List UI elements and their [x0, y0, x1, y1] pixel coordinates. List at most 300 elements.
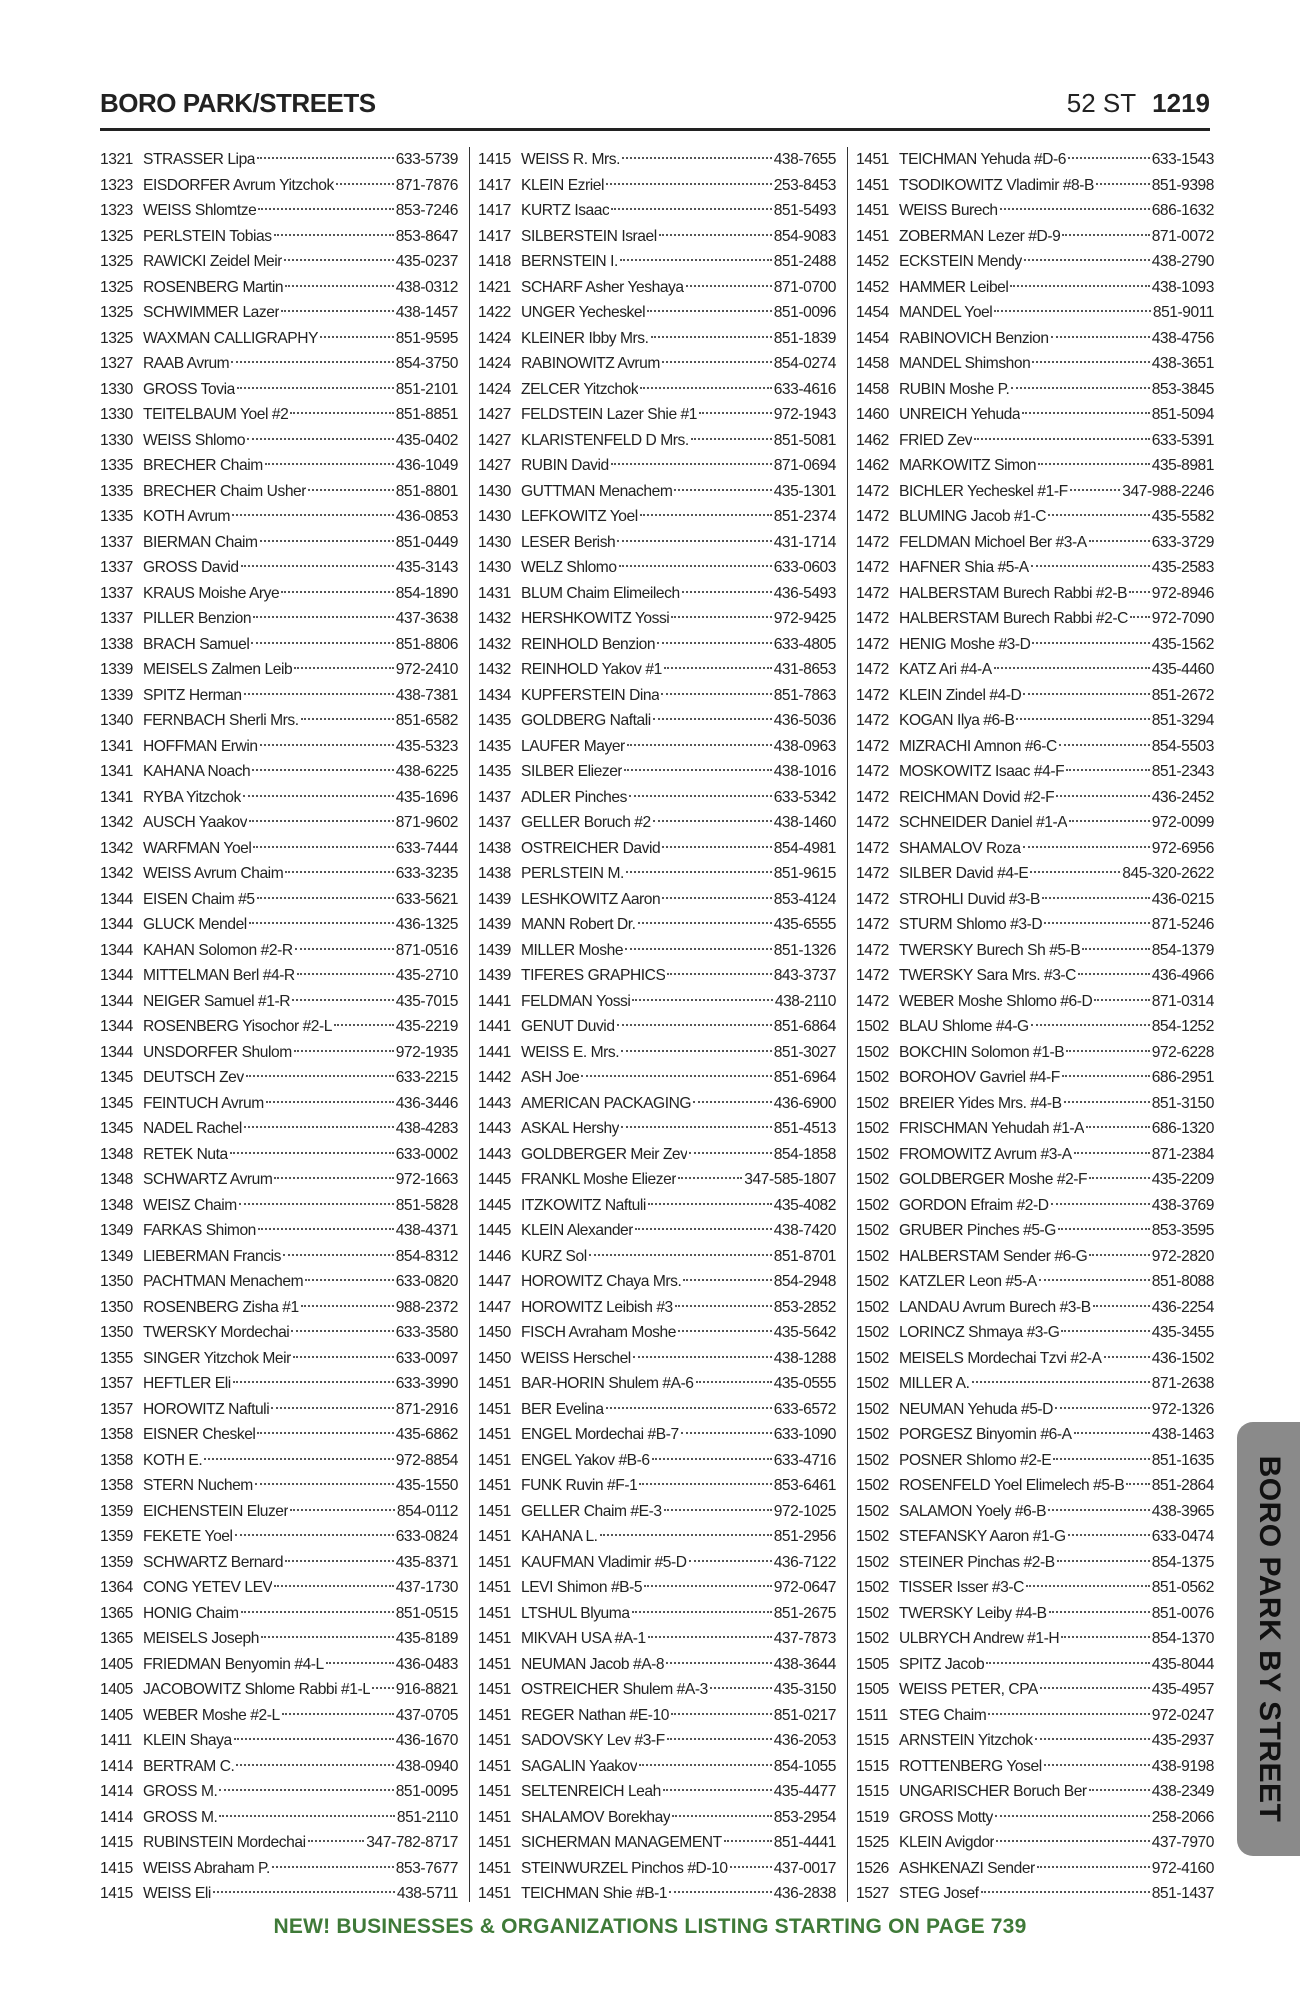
house-number: 1325 — [100, 329, 133, 347]
leader-dots — [996, 1840, 1149, 1842]
resident-name: GROSS Tovia — [143, 380, 235, 398]
leader-dots — [219, 1815, 394, 1817]
phone-number: 438-7381 — [395, 686, 458, 704]
resident-name: GENUT Duvid — [521, 1018, 615, 1035]
house-number: 1451 — [478, 1783, 511, 1800]
listing-row — [856, 1065, 1214, 1091]
phone-number: 438-9198 — [1151, 1757, 1214, 1775]
resident-name: HOROWITZ Leibish #3 — [521, 1298, 673, 1316]
house-number: 1434 — [478, 686, 511, 704]
phone-number: 435-8044 — [1151, 1655, 1214, 1673]
phone-number: 851-6864 — [773, 1018, 836, 1035]
resident-name: WEISS Abraham P. — [143, 1859, 270, 1877]
house-number: 1348 — [100, 1171, 133, 1188]
phone-number: 972-8946 — [1151, 584, 1214, 602]
resident-name: RAWICKI Zeidel Meir — [143, 253, 283, 270]
leader-dots — [1066, 1050, 1149, 1052]
leader-dots — [308, 489, 394, 491]
house-number: 1357 — [100, 1375, 133, 1392]
house-number: 1472 — [856, 788, 889, 806]
phone-number: 438-4371 — [395, 1222, 458, 1239]
listing-row — [856, 1652, 1214, 1678]
resident-name: WELZ Shlomo — [521, 559, 617, 576]
resident-name: JACOBOWITZ Shlome Rabbi #1-L — [143, 1681, 371, 1698]
leader-dots — [627, 744, 772, 746]
leader-dots — [292, 999, 394, 1001]
resident-name: AMERICAN PACKAGING — [521, 1094, 692, 1112]
leader-dots — [271, 1407, 393, 1409]
house-number: 1442 — [478, 1069, 511, 1086]
phone-number: 438-4283 — [395, 1120, 458, 1137]
listing-row — [478, 1805, 836, 1831]
phone-number: 438-7420 — [773, 1222, 836, 1239]
house-number: 1340 — [100, 712, 133, 729]
resident-name: KLEINER Ibby Mrs. — [521, 329, 649, 347]
leader-dots — [1023, 693, 1149, 695]
resident-name: BER Evelina — [521, 1400, 604, 1418]
house-number: 1438 — [478, 839, 511, 857]
resident-name: HALBERSTAM Sender #6-G — [899, 1247, 1088, 1265]
leader-dots — [674, 489, 771, 491]
resident-name: LTSHUL Blyuma — [521, 1604, 630, 1622]
phone-number: 436-7122 — [773, 1553, 836, 1571]
phone-number: 633-3580 — [395, 1324, 458, 1341]
resident-name: HALBERSTAM Burech Rabbi #2-B — [899, 584, 1128, 602]
phone-number: 972-1025 — [773, 1502, 836, 1520]
listing-row — [478, 1499, 836, 1525]
leader-dots — [640, 387, 772, 389]
listing-row — [100, 1346, 458, 1372]
phone-number: 851-0096 — [773, 304, 836, 321]
phone-number: 436-0483 — [395, 1655, 458, 1673]
listing-row — [856, 173, 1214, 199]
leader-dots — [1058, 1228, 1150, 1230]
phone-number: 258-2066 — [1151, 1808, 1214, 1826]
leader-dots — [1057, 1560, 1150, 1562]
leader-dots — [675, 1305, 772, 1307]
house-number: 1502 — [856, 1528, 889, 1545]
leader-dots — [241, 1611, 394, 1613]
resident-name: KAHANA Noach — [143, 763, 251, 780]
resident-name: HAFNER Shia #5-A — [899, 559, 1029, 576]
resident-name: GLUCK Mendel — [143, 916, 247, 933]
house-number: 1515 — [856, 1783, 889, 1800]
resident-name: REICHMAN Dovid #2-F — [899, 788, 1055, 806]
leader-dots — [617, 540, 771, 542]
phone-number: 436-4966 — [1151, 967, 1214, 984]
listing-row — [856, 1805, 1214, 1831]
listing-row — [100, 657, 458, 683]
resident-name: BLUMING Jacob #1-C — [899, 508, 1047, 525]
phone-number: 851-9615 — [773, 865, 836, 882]
house-number: 1451 — [856, 151, 889, 168]
house-number: 1345 — [100, 1120, 133, 1137]
listing-row — [478, 249, 836, 275]
listing-row — [856, 326, 1214, 352]
phone-number: 437-0705 — [395, 1706, 458, 1724]
phone-number: 633-0824 — [395, 1528, 458, 1545]
leader-dots — [372, 1687, 393, 1689]
resident-name: GROSS David — [143, 559, 239, 576]
leader-dots — [972, 1381, 1150, 1383]
listing-row — [100, 1499, 458, 1525]
resident-name: GOLDBERGER Meir Zev — [521, 1145, 688, 1163]
resident-name: FARKAS Shimon — [143, 1222, 256, 1239]
phone-number: 972-1935 — [395, 1043, 458, 1061]
leader-dots — [624, 769, 772, 771]
leader-dots — [305, 1279, 394, 1281]
leader-dots — [620, 259, 772, 261]
leader-dots — [682, 591, 772, 593]
house-number: 1451 — [856, 227, 889, 245]
house-number: 1519 — [856, 1808, 889, 1826]
leader-dots — [281, 310, 393, 312]
phone-number: 435-4957 — [1151, 1681, 1214, 1698]
leader-dots — [260, 540, 394, 542]
leader-dots — [1068, 1534, 1150, 1536]
resident-name: ASH Joe — [521, 1069, 580, 1086]
phone-number: 854-1055 — [773, 1757, 836, 1775]
leader-dots — [1096, 183, 1150, 185]
resident-name: BAR-HORIN Shulem #A-6 — [521, 1375, 694, 1392]
house-number: 1325 — [100, 253, 133, 270]
resident-name: WEISS PETER, CPA — [899, 1681, 1038, 1698]
phone-number: 438-2790 — [1151, 253, 1214, 270]
house-number: 1451 — [856, 202, 889, 219]
house-number: 1472 — [856, 559, 889, 576]
phone-number: 854-1375 — [1151, 1553, 1214, 1571]
leader-dots — [1086, 1126, 1150, 1128]
resident-name: MEISELS Joseph — [143, 1630, 259, 1647]
phone-number: 633-5739 — [395, 151, 458, 168]
phone-number: 633-1543 — [1151, 151, 1214, 168]
house-number: 1355 — [100, 1349, 133, 1367]
leader-dots — [653, 718, 772, 720]
leader-dots — [1032, 642, 1149, 644]
resident-name: MILLER Moshe — [521, 941, 624, 959]
house-number: 1323 — [100, 176, 133, 194]
house-number: 1502 — [856, 1018, 889, 1035]
phone-number: 851-1326 — [773, 941, 836, 959]
phone-number: 437-0017 — [773, 1859, 836, 1877]
phone-number: 435-4460 — [1151, 661, 1214, 678]
side-tab-label: BORO PARK BY STREET — [1252, 1455, 1286, 1823]
resident-name: RUBIN Moshe P. — [899, 380, 1010, 398]
phone-number: 435-5642 — [773, 1324, 836, 1341]
resident-name: TWERSKY Leiby #4-B — [899, 1604, 1047, 1622]
phone-number: 988-2372 — [395, 1298, 458, 1316]
house-number: 1358 — [100, 1451, 133, 1469]
leader-dots — [257, 1432, 393, 1434]
leader-dots — [233, 1381, 394, 1383]
leader-dots — [1051, 1203, 1150, 1205]
house-number: 1451 — [478, 1375, 511, 1392]
leader-dots — [294, 667, 393, 669]
listing-row — [100, 1065, 458, 1091]
phone-number: 972-6956 — [1151, 839, 1214, 857]
listing-row — [856, 989, 1214, 1015]
phone-number: 436-2053 — [773, 1732, 836, 1749]
listing-row — [856, 1473, 1214, 1499]
phone-number: 851-6582 — [395, 712, 458, 729]
resident-name: KATZLER Leon #5-A — [899, 1273, 1037, 1290]
phone-number: 851-8801 — [395, 482, 458, 500]
listing-row — [856, 1448, 1214, 1474]
listing-row — [100, 683, 458, 709]
house-number: 1350 — [100, 1324, 133, 1341]
resident-name: BRECHER Chaim — [143, 457, 263, 474]
resident-name: BRECHER Chaim Usher — [143, 482, 307, 500]
leader-dots — [1126, 1483, 1149, 1485]
phone-number: 435-2209 — [1151, 1171, 1214, 1188]
resident-name: MIZRACHI Amnon #6-C — [899, 737, 1057, 755]
listing-row — [100, 708, 458, 734]
leader-dots — [652, 1458, 772, 1460]
house-number: 1451 — [478, 1681, 511, 1698]
house-number: 1344 — [100, 890, 133, 908]
house-number: 1417 — [478, 202, 511, 219]
listing-row — [856, 1116, 1214, 1142]
leader-dots — [681, 1432, 772, 1434]
listing-row — [856, 1142, 1214, 1168]
listing-row — [856, 1397, 1214, 1423]
phone-number: 916-8821 — [395, 1681, 458, 1698]
listing-row — [478, 836, 836, 862]
house-number: 1445 — [478, 1196, 511, 1214]
resident-name: STEG Josef — [899, 1885, 979, 1902]
phone-number: 972-1663 — [395, 1171, 458, 1188]
house-number: 1427 — [478, 406, 511, 423]
resident-name: KATZ Ari #4-A — [899, 661, 992, 678]
listing-row — [478, 657, 836, 683]
leader-dots — [678, 1177, 742, 1179]
phone-number: 851-8088 — [1151, 1273, 1214, 1290]
listing-row — [856, 963, 1214, 989]
house-number: 1472 — [856, 635, 889, 653]
resident-name: MANDEL Yoel — [899, 304, 993, 321]
listing-row — [100, 1703, 458, 1729]
phone-number: 435-2937 — [1151, 1732, 1214, 1749]
listing-row — [478, 734, 836, 760]
leader-dots — [294, 1050, 394, 1052]
leader-dots — [244, 1126, 394, 1128]
leader-dots — [293, 1356, 394, 1358]
leader-dots — [981, 1891, 1150, 1893]
leader-dots — [301, 1305, 394, 1307]
resident-name: STEINWURZEL Pinchos #D-10 — [521, 1859, 728, 1877]
leader-dots — [691, 438, 772, 440]
phone-number: 853-7677 — [395, 1859, 458, 1877]
leader-dots — [1069, 820, 1149, 822]
leader-dots — [1038, 463, 1150, 465]
listing-row — [100, 1142, 458, 1168]
leader-dots — [606, 1407, 772, 1409]
listing-row — [100, 504, 458, 530]
house-number: 1472 — [856, 610, 889, 627]
house-number: 1348 — [100, 1145, 133, 1163]
house-number: 1330 — [100, 380, 133, 398]
resident-name: FROMOWITZ Avrum #3-A — [899, 1145, 1072, 1163]
resident-name: MILLER A. — [899, 1375, 970, 1392]
house-number: 1502 — [856, 1553, 889, 1571]
listing-row — [478, 963, 836, 989]
resident-name: ITZKOWITZ Naftuli — [521, 1196, 646, 1214]
resident-name: HALBERSTAM Burech Rabbi #2-C — [899, 610, 1128, 627]
listing-row — [100, 326, 458, 352]
listing-row — [478, 377, 836, 403]
resident-name: KLEIN Ezriel — [521, 176, 604, 194]
phone-number: 438-3965 — [1151, 1502, 1214, 1520]
house-number: 1451 — [478, 1528, 511, 1545]
resident-name: MIKVAH USA #A-1 — [521, 1630, 646, 1647]
resident-name: FELDMAN Michoel Ber #3-A — [899, 533, 1087, 551]
listing-row — [100, 1091, 458, 1117]
phone-number: 435-6862 — [395, 1426, 458, 1443]
resident-name: LEVI Shimon #B-5 — [521, 1579, 643, 1596]
resident-name: PERLSTEIN M. — [521, 865, 624, 882]
house-number: 1441 — [478, 992, 511, 1010]
leader-dots — [622, 157, 772, 159]
phone-number: 435-5582 — [1151, 508, 1214, 525]
house-number: 1445 — [478, 1222, 511, 1239]
leader-dots — [283, 1254, 394, 1256]
phone-number: 633-7444 — [395, 839, 458, 857]
leader-dots — [664, 667, 772, 669]
house-number: 1502 — [856, 1400, 889, 1418]
phone-number: 435-8189 — [395, 1630, 458, 1647]
house-number: 1405 — [100, 1655, 133, 1673]
leader-dots — [1074, 1152, 1150, 1154]
leader-dots — [986, 1662, 1150, 1664]
leader-dots — [258, 1228, 394, 1230]
leader-dots — [689, 1560, 772, 1562]
house-number: 1432 — [478, 610, 511, 627]
resident-name: RABINOWITZ Avrum — [521, 355, 660, 372]
leader-dots — [336, 183, 394, 185]
listing-row — [100, 377, 458, 403]
house-number: 1502 — [856, 1120, 889, 1137]
leader-dots — [260, 744, 394, 746]
leader-dots — [295, 948, 394, 950]
leader-dots — [611, 463, 772, 465]
house-number: 1502 — [856, 1298, 889, 1316]
leader-dots — [640, 514, 772, 516]
listing-row — [100, 734, 458, 760]
phone-number: 854-4981 — [773, 839, 836, 857]
house-number: 1359 — [100, 1502, 133, 1520]
listing-row — [856, 1754, 1214, 1780]
resident-name: GORDON Efraim #2-D — [899, 1196, 1049, 1214]
leader-dots — [1040, 1687, 1150, 1689]
leader-dots — [661, 693, 771, 695]
house-number: 1502 — [856, 1273, 889, 1290]
house-number: 1451 — [478, 1808, 511, 1826]
listing-row — [478, 632, 836, 658]
listing-row — [100, 1295, 458, 1321]
phone-number: 435-3143 — [395, 559, 458, 576]
listing-row — [100, 1881, 458, 1907]
listing-row — [478, 1116, 836, 1142]
house-number: 1358 — [100, 1426, 133, 1443]
house-number: 1451 — [478, 1426, 511, 1443]
phone-number: 633-0002 — [395, 1145, 458, 1163]
resident-name: AUSCH Yaakov — [143, 814, 248, 831]
resident-name: STEINER Pinchas #2-B — [899, 1553, 1055, 1571]
listing-row — [478, 606, 836, 632]
listing-row — [100, 1830, 458, 1856]
house-number: 1344 — [100, 992, 133, 1010]
resident-name: WEISS Avrum Chaim — [143, 865, 284, 882]
listing-row — [100, 224, 458, 250]
leader-dots — [249, 820, 394, 822]
listing-row — [478, 479, 836, 505]
leader-dots — [204, 1458, 393, 1460]
resident-name: SCHWARTZ Avrum — [143, 1171, 273, 1188]
phone-number: 438-7655 — [773, 151, 836, 168]
phone-number: 435-4082 — [773, 1196, 836, 1214]
phone-number: 854-2948 — [773, 1273, 836, 1290]
listing-row — [100, 1652, 458, 1678]
phone-number: 871-2916 — [395, 1400, 458, 1418]
resident-name: FRIEDMAN Benyomin #4-L — [143, 1655, 324, 1673]
phone-number: 854-1858 — [773, 1145, 836, 1163]
house-number: 1422 — [478, 304, 511, 321]
resident-name: STURM Shlomo #3-D — [899, 916, 1043, 933]
house-number: 1427 — [478, 431, 511, 449]
resident-name: FRISCHMAN Yehudah #1-A — [899, 1120, 1085, 1137]
resident-name: WEISS Burech — [899, 202, 998, 219]
phone-number: 633-5391 — [1151, 431, 1214, 449]
resident-name: HONIG Chaim — [143, 1604, 239, 1622]
leader-dots — [285, 1560, 394, 1562]
leader-dots — [730, 1866, 772, 1868]
phone-number: 633-2215 — [395, 1069, 458, 1086]
phone-number: 854-0274 — [773, 355, 836, 372]
phone-number: 851-0095 — [395, 1783, 458, 1800]
leader-dots — [231, 361, 393, 363]
phone-number: 438-1457 — [395, 304, 458, 321]
house-number: 1348 — [100, 1196, 133, 1214]
house-number: 1515 — [856, 1732, 889, 1749]
listing-row — [100, 1601, 458, 1627]
leader-dots — [639, 1764, 771, 1766]
phone-number: 633-5342 — [773, 788, 836, 806]
leader-dots — [1094, 999, 1149, 1001]
leader-dots — [710, 1687, 772, 1689]
phone-number: 851-6964 — [773, 1069, 836, 1086]
leader-dots — [653, 820, 772, 822]
resident-name: BLAU Shlome #4-G — [899, 1018, 1029, 1035]
leader-dots — [1129, 591, 1150, 593]
resident-name: POSNER Shlomo #2-E — [899, 1451, 1052, 1469]
leader-dots — [683, 1279, 771, 1281]
resident-name: SCHNEIDER Daniel #1-A — [899, 814, 1068, 831]
house-number: 1439 — [478, 967, 511, 984]
resident-name: KLEIN Alexander — [521, 1222, 634, 1239]
listing-row — [478, 1269, 836, 1295]
phone-number: 871-7876 — [395, 176, 458, 194]
resident-name: PERLSTEIN Tobias — [143, 227, 272, 245]
leader-dots — [1062, 1075, 1150, 1077]
phone-number: 851-0217 — [773, 1706, 836, 1724]
listing-row — [478, 1397, 836, 1423]
house-number: 1502 — [856, 1324, 889, 1341]
house-number: 1364 — [100, 1579, 133, 1596]
leader-dots — [246, 1075, 394, 1077]
phone-number: 972-0099 — [1151, 814, 1214, 831]
resident-name: ROTTENBERG Yosel — [899, 1757, 1042, 1775]
phone-number: 851-1437 — [1151, 1885, 1214, 1902]
